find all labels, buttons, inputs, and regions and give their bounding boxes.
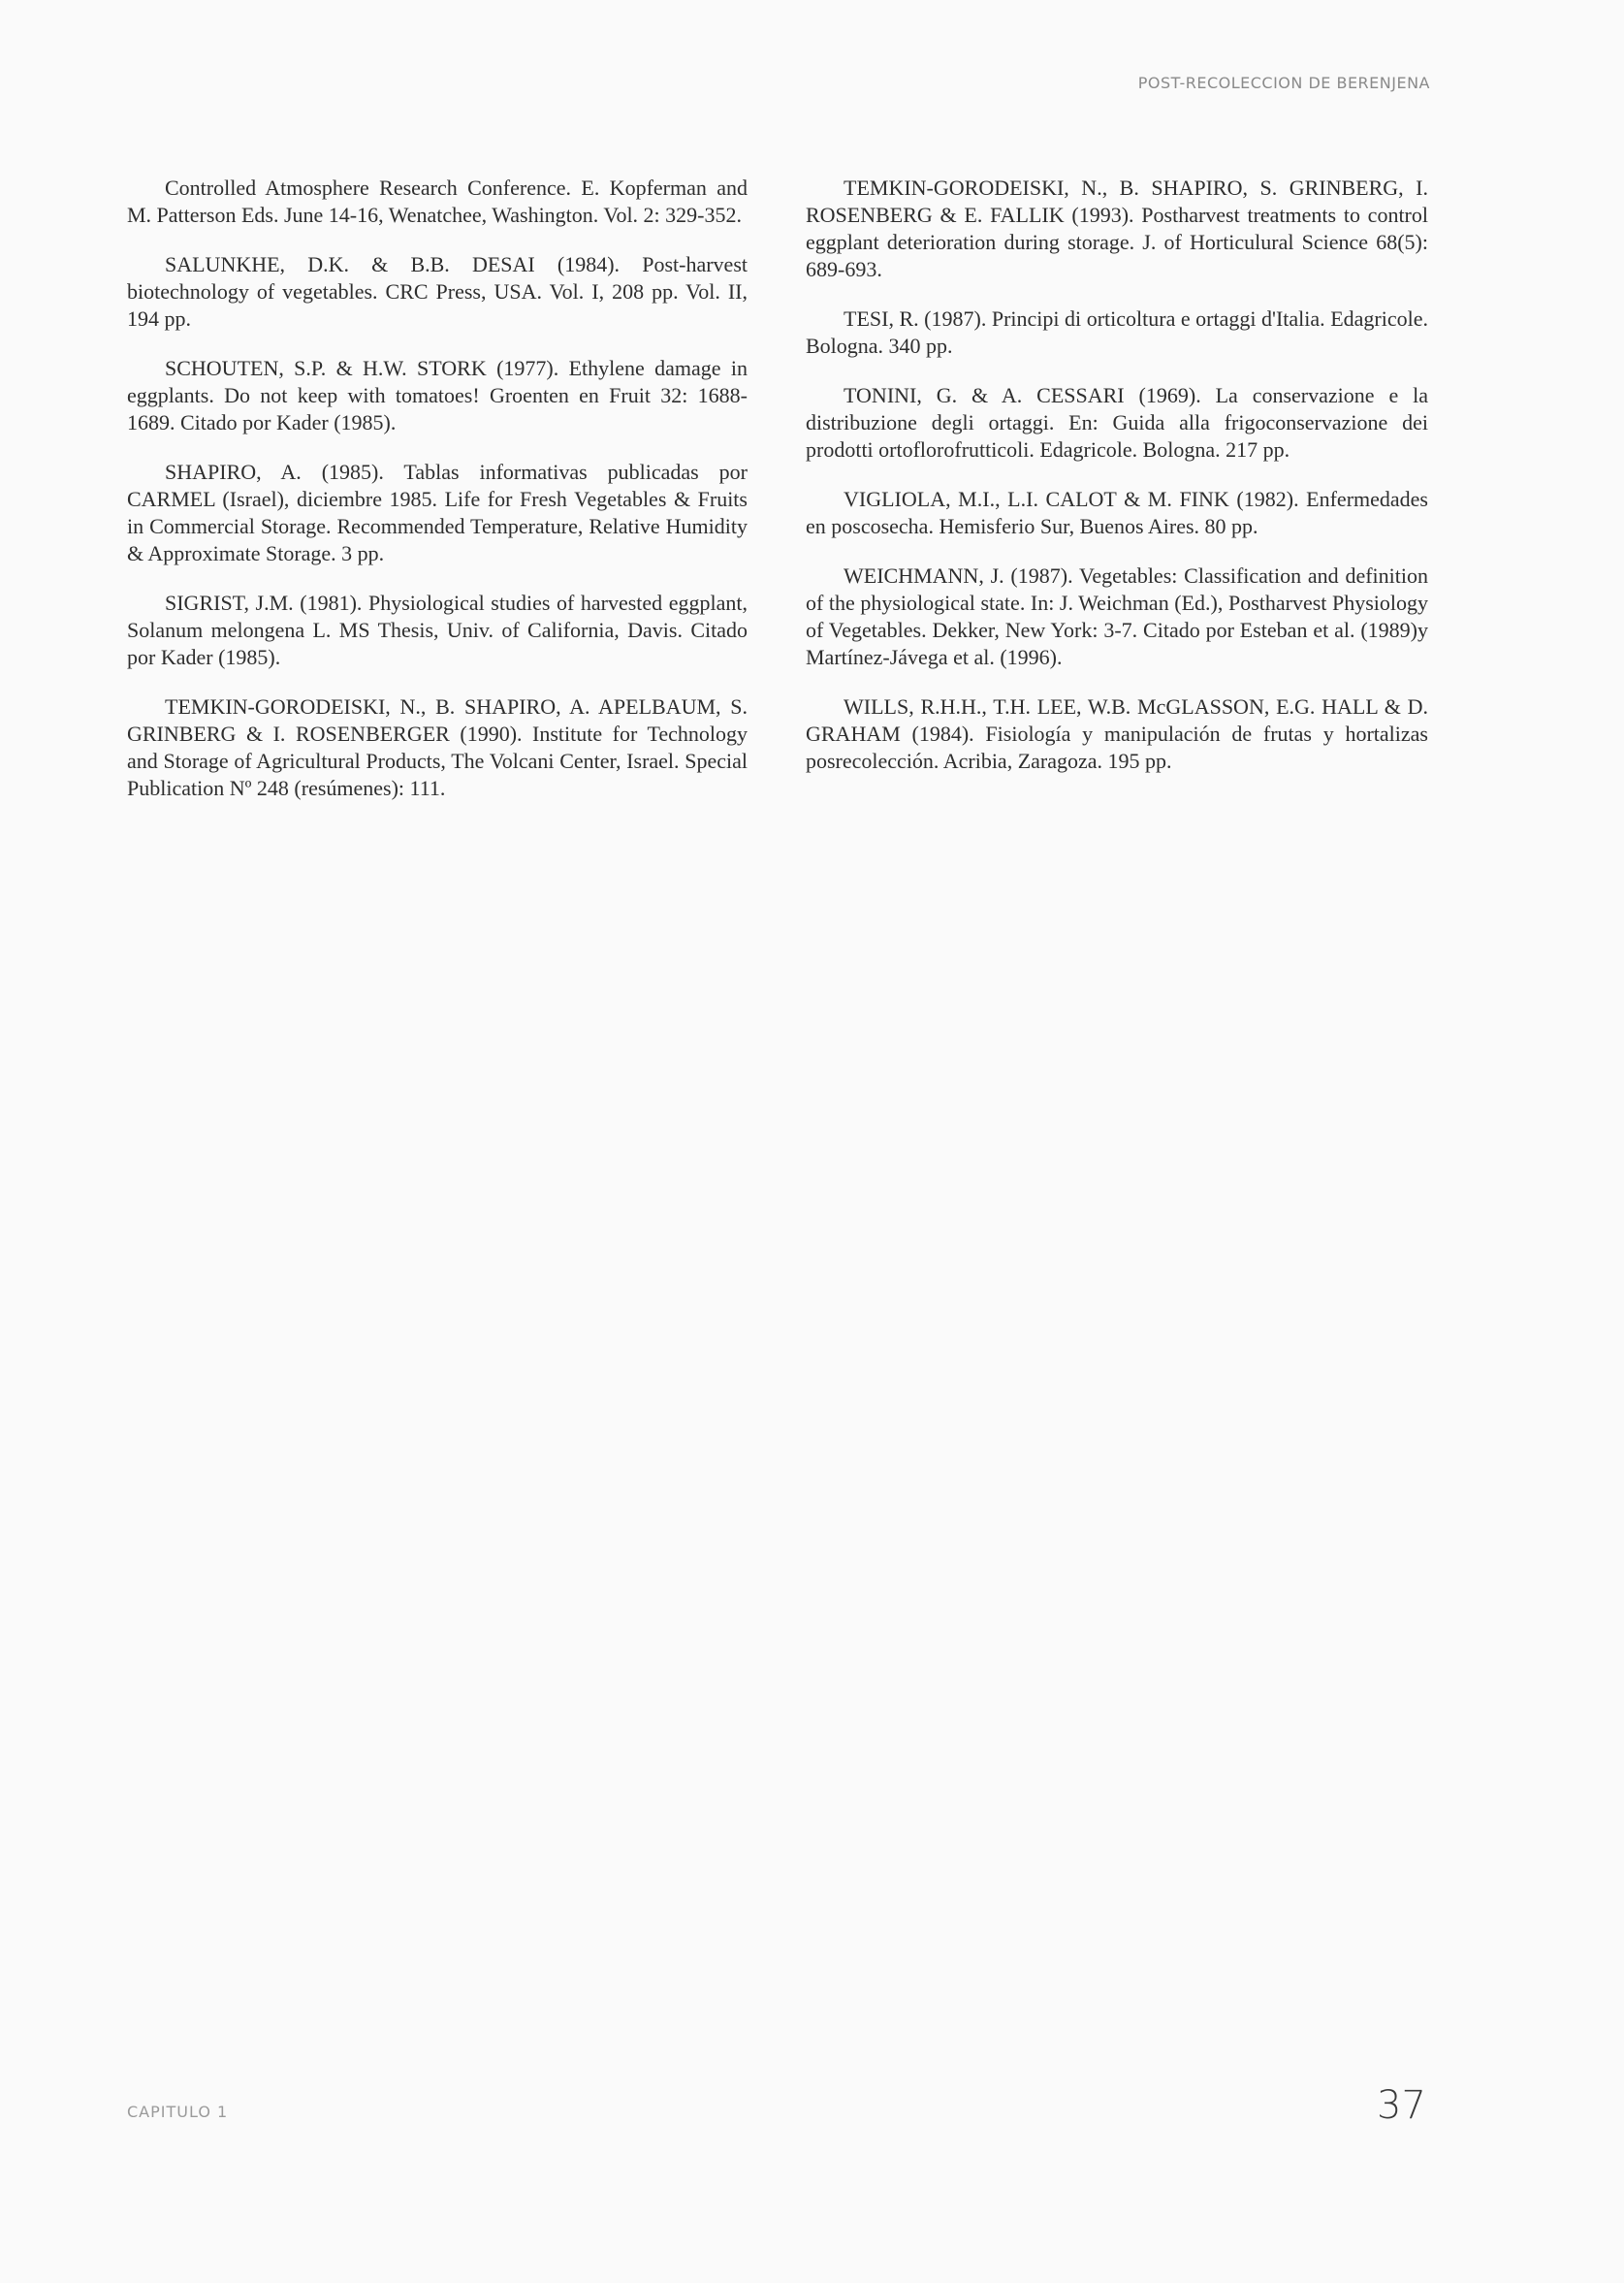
reference-entry: TESI, R. (1987). Principi di orticoltura e ortaggi d'Italia. Edagricole. Bologna. 340 pp.: [806, 306, 1428, 358]
reference-entry: WEICHMANN, J. (1987). Vegetables: Classification and definition of the physiological state. In: J. Weichman (Ed.), Postharvest Physiology of Vegetables. Dekker, New York: 3-7. Citado por Esteban et al. (1989)y Martínez-Jávega et al. (1996).: [806, 563, 1428, 669]
page-number: 37: [1377, 2083, 1426, 2128]
reference-entry: SCHOUTEN, S.P. & H.W. STORK (1977). Ethylene damage in eggplants. Do not keep with tomatoes! Groenten en Fruit 32: 1688-1689. Citado por Kader (1985).: [127, 356, 748, 434]
running-head: POST-RECOLECCION DE BERENJENA: [1137, 74, 1430, 92]
reference-entry: TONINI, G. & A. CESSARI (1969). La conservazione e la distribuzione degli ortaggi. En: Guida alla frigoconservazione dei prodotti ortoflorofrutticoli. Edagricole. Bologna. 217 pp.: [806, 383, 1428, 462]
reference-entry: SHAPIRO, A. (1985). Tablas informativas publicadas por CARMEL (Israel), diciembre 1985. Life for Fresh Vegetables & Fruits in Commercial Storage. Recommended Temperature, Relative Humidity & Approximate Storage. 3 pp.: [127, 460, 748, 565]
left-column: [127, 175, 748, 824]
reference-entry: SIGRIST, J.M. (1981). Physiological studies of harvested eggplant, Solanum melongena L. MS Thesis, Univ. of California, Davis. Citado por Kader (1985).: [127, 591, 748, 669]
right-column: [806, 175, 1428, 797]
reference-entry: VIGLIOLA, M.I., L.I. CALOT & M. FINK (1982). Enfermedades en poscosecha. Hemisferio Sur, Buenos Aires. 80 pp.: [806, 487, 1428, 538]
chapter-label: CAPITULO 1: [127, 2103, 229, 2121]
reference-entry: SALUNKHE, D.K. & B.B. DESAI (1984). Post-harvest biotechnology of vegetables. CRC Press, USA. Vol. I, 208 pp. Vol. II, 194 pp.: [127, 252, 748, 331]
reference-entry: Controlled Atmosphere Research Conference. E. Kopferman and M. Patterson Eds. June 14-16, Wenatchee, Washington. Vol. 2: 329-352.: [127, 176, 748, 227]
reference-entry: WILLS, R.H.H., T.H. LEE, W.B. McGLASSON, E.G. HALL & D. GRAHAM (1984). Fisiología y manipulación de frutas y hortalizas posrecolección. Acribia, Zaragoza. 195 pp.: [806, 694, 1428, 773]
reference-entry: TEMKIN-GORODEISKI, N., B. SHAPIRO, S. GRINBERG, I. ROSENBERG & E. FALLIK (1993). Postharvest treatments to control eggplant deterioration during storage. J. of Horticulural Science 68(5): 689-693.: [806, 176, 1428, 281]
reference-entry: TEMKIN-GORODEISKI, N., B. SHAPIRO, A. APELBAUM, S. GRINBERG & I. ROSENBERGER (1990). Institute for Technology and Storage of Agricultural Products, The Volcani Center, Israel. Special Publication Nº 248 (resúmenes): 111.: [127, 694, 748, 800]
